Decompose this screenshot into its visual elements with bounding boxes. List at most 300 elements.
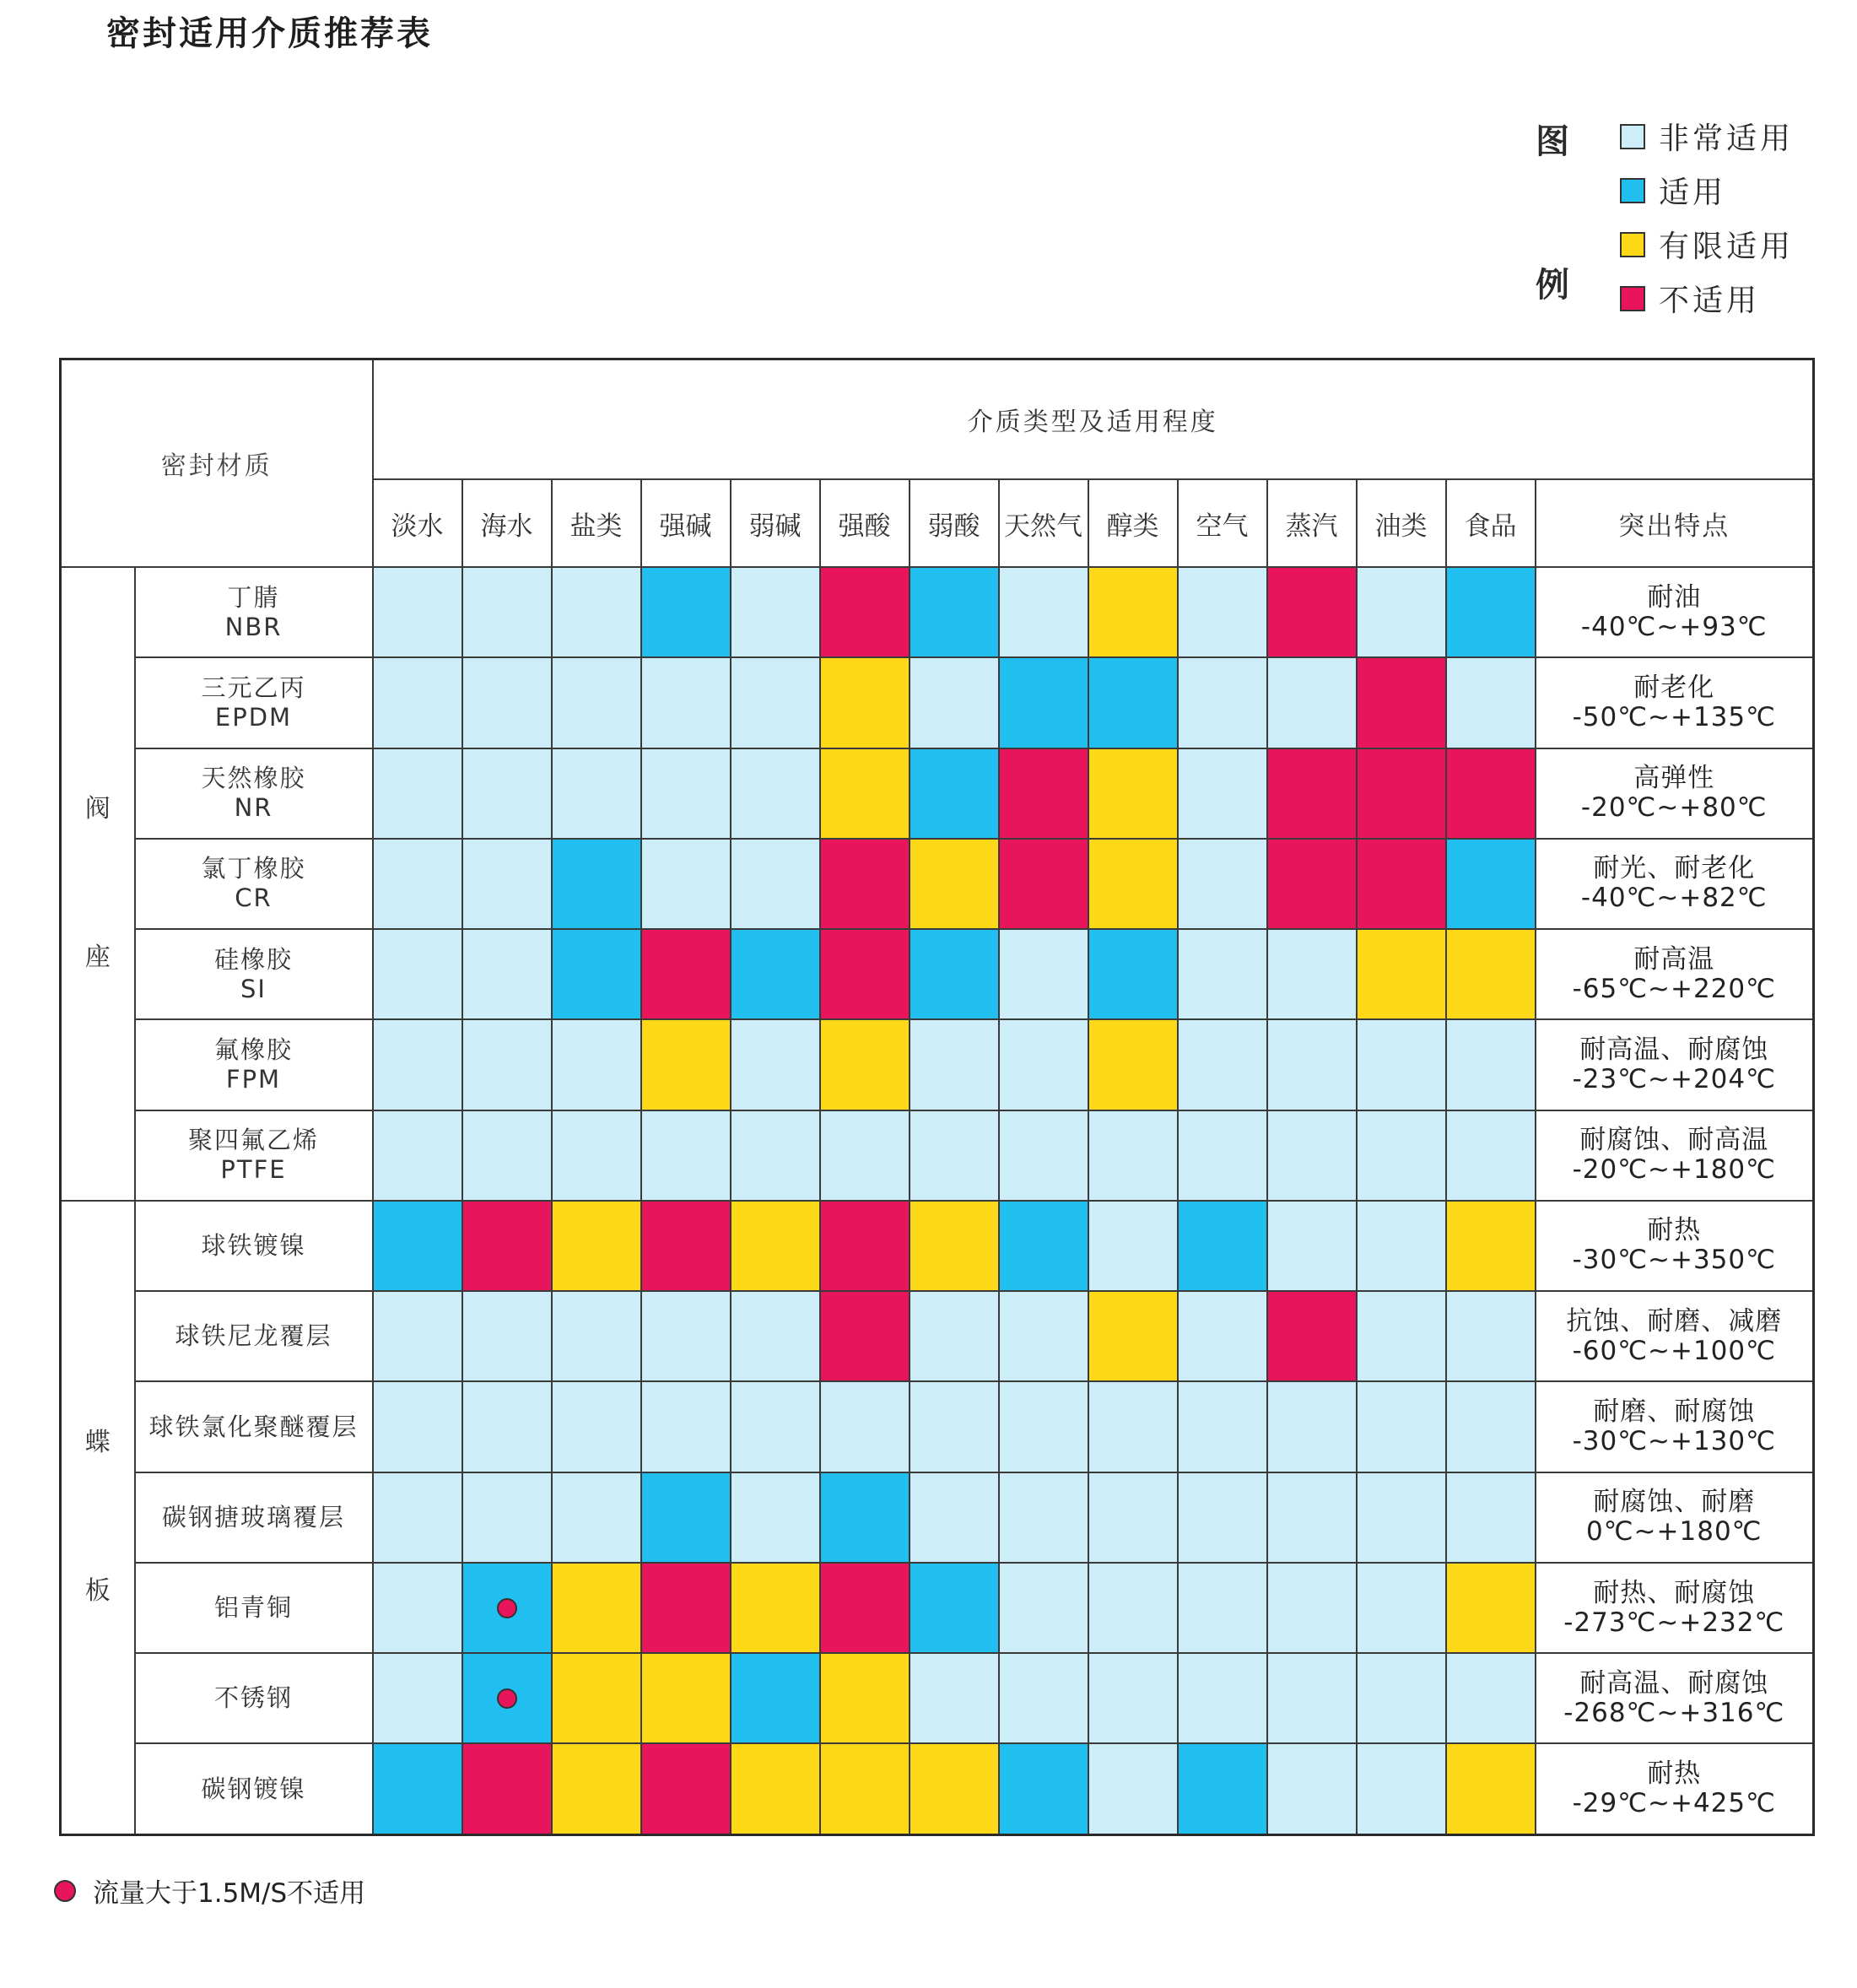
suitability-cell (552, 1110, 641, 1201)
feature-cell (1536, 1019, 1814, 1110)
suitability-cell (462, 657, 552, 748)
feature-text: 耐光、耐老化 (1593, 853, 1756, 884)
material-name: 天然橡胶 (201, 764, 306, 793)
flow-dot-icon (497, 1688, 517, 1709)
suitability-cell (1088, 1381, 1178, 1472)
feature-text: 耐热、耐腐蚀 (1593, 1577, 1756, 1608)
suitability-cell (373, 567, 462, 657)
table-row (61, 839, 1814, 929)
suitability-cell (641, 1472, 731, 1563)
suitability-cell (999, 1653, 1088, 1743)
suitability-cell (552, 748, 641, 839)
media-header: 淡水 (373, 479, 462, 567)
suitability-cell (462, 1653, 552, 1743)
temperature-range: -40℃~+82℃ (1580, 883, 1768, 914)
material-name: 氯丁橡胶 (201, 854, 306, 883)
material-cell (135, 1743, 373, 1834)
suitability-cell (641, 567, 731, 657)
temperature-range: -60℃~+100℃ (1572, 1335, 1776, 1366)
suitability-cell (641, 657, 731, 748)
material-code: SI (240, 974, 267, 1003)
suitability-cell (1178, 657, 1267, 748)
feature-cell (1536, 1472, 1814, 1563)
temperature-range: -30℃~+350℃ (1572, 1245, 1776, 1276)
suitability-cell (373, 1291, 462, 1381)
suitability-cell (731, 657, 820, 748)
suitability-cell (910, 1472, 999, 1563)
suitability-cell (1178, 839, 1267, 929)
table-row (61, 1743, 1814, 1834)
material-cell (135, 657, 373, 748)
suitability-cell (552, 1019, 641, 1110)
suitability-cell (1178, 1653, 1267, 1743)
feature-text: 耐热 (1647, 1758, 1702, 1790)
suitability-cell (1088, 1201, 1178, 1291)
suitability-cell (1446, 1563, 1536, 1653)
suitability-cell (1178, 929, 1267, 1019)
suitability-cell (1446, 567, 1536, 657)
suitability-cell (910, 657, 999, 748)
suitability-cell (641, 839, 731, 929)
suitability-cell (999, 1743, 1088, 1834)
suitability-cell (820, 1110, 910, 1201)
suitability-cell (1267, 929, 1357, 1019)
media-header: 天然气 (999, 479, 1088, 567)
suitability-cell (552, 1563, 641, 1653)
suitability-cell (462, 1472, 552, 1563)
suitability-cell (910, 1201, 999, 1291)
suitability-cell (999, 657, 1088, 748)
suitability-cell (731, 839, 820, 929)
suitability-cell (552, 839, 641, 929)
temperature-range: -50℃~+135℃ (1572, 701, 1776, 732)
suitability-cell (1267, 1563, 1357, 1653)
suitability-cell (373, 929, 462, 1019)
feature-text: 耐磨、耐腐蚀 (1593, 1396, 1756, 1428)
material-name: 铝青铜 (213, 1593, 293, 1623)
table-row (61, 1381, 1814, 1472)
table-row (61, 929, 1814, 1019)
suitability-cell (999, 1201, 1088, 1291)
suitability-cell (731, 929, 820, 1019)
feature-cell (1536, 1201, 1814, 1291)
suitability-cell (462, 1201, 552, 1291)
suitability-cell (641, 929, 731, 1019)
suitability-cell (373, 748, 462, 839)
suitability-cell (1446, 657, 1536, 748)
suitability-cell (1267, 1381, 1357, 1472)
suitability-cell (462, 748, 552, 839)
suitability-cell (1178, 1201, 1267, 1291)
material-name: 碳钢镀镍 (201, 1774, 306, 1803)
suitability-cell (1357, 1653, 1446, 1743)
feature-cell (1536, 1563, 1814, 1653)
suitability-cell (910, 1563, 999, 1653)
material-code: EPDM (214, 702, 293, 732)
suitability-cell (1267, 1110, 1357, 1201)
material-name: 丁腈 (227, 582, 280, 612)
feature-header: 突出特点 (1536, 479, 1814, 567)
material-name: 硅橡胶 (213, 944, 293, 974)
feature-cell (1536, 748, 1814, 839)
feature-text: 耐老化 (1633, 672, 1715, 703)
material-code: FPM (225, 1064, 282, 1094)
suitability-cell (1267, 1472, 1357, 1563)
temperature-range: -273℃~+232℃ (1563, 1607, 1785, 1638)
suitability-cell (462, 1563, 552, 1653)
suitability-cell (910, 1019, 999, 1110)
suitability-cell (1357, 1291, 1446, 1381)
suitability-cell (462, 1743, 552, 1834)
suitability-cell (999, 1019, 1088, 1110)
suitability-cell (552, 1291, 641, 1381)
material-cell (135, 1381, 373, 1472)
footnote-text: 流量大于1.5M/S不适用 (93, 1878, 366, 1909)
suitability-cell (1446, 1472, 1536, 1563)
feature-cell (1536, 1110, 1814, 1201)
suitability-cell (999, 567, 1088, 657)
feature-cell (1536, 1291, 1814, 1381)
suitability-cell (1178, 1381, 1267, 1472)
suitability-cell (462, 1019, 552, 1110)
suitability-cell (731, 1201, 820, 1291)
suitability-cell (373, 1563, 462, 1653)
suitability-cell (1088, 839, 1178, 929)
media-group-header: 介质类型及适用程度 (373, 359, 1814, 480)
suitability-cell (731, 1110, 820, 1201)
legend-label: 有限适用 (1659, 230, 1795, 264)
suitability-cell (462, 839, 552, 929)
legend (1536, 115, 1814, 326)
suitability-cell (999, 1110, 1088, 1201)
suitability-cell (373, 1110, 462, 1201)
suitability-cell (820, 1019, 910, 1110)
suitability-cell (999, 929, 1088, 1019)
suitability-cell (1267, 1743, 1357, 1834)
suitability-cell (1446, 1201, 1536, 1291)
material-code: PTFE (220, 1155, 287, 1185)
feature-cell (1536, 929, 1814, 1019)
suitability-cell (552, 1653, 641, 1743)
suitability-cell (910, 567, 999, 657)
suitability-cell (731, 1563, 820, 1653)
suitability-table (59, 358, 1815, 1836)
feature-cell (1536, 657, 1814, 748)
suitability-cell (641, 1653, 731, 1743)
suitability-cell (820, 657, 910, 748)
legend-word-bottom: 例 (1536, 266, 1569, 305)
feature-cell (1536, 567, 1814, 657)
suitability-cell (820, 1743, 910, 1834)
feature-cell (1536, 1743, 1814, 1834)
suitability-cell (1357, 1743, 1446, 1834)
media-header: 弱酸 (910, 479, 999, 567)
suitability-cell (1267, 567, 1357, 657)
material-name: 不锈钢 (213, 1683, 293, 1713)
suitability-cell (641, 748, 731, 839)
suitability-cell (1357, 1019, 1446, 1110)
suitability-cell (1088, 1291, 1178, 1381)
suitability-cell (641, 1381, 731, 1472)
suitability-cell (552, 1381, 641, 1472)
footnote (54, 1872, 365, 1910)
flow-dot-icon (497, 1598, 517, 1618)
table-row (61, 1472, 1814, 1563)
suitability-cell (1357, 1563, 1446, 1653)
suitability-cell (1446, 1110, 1536, 1201)
suitability-cell (820, 1381, 910, 1472)
suitability-cell (1446, 1291, 1536, 1381)
media-header: 油类 (1357, 479, 1446, 567)
suitability-cell (373, 1381, 462, 1472)
material-name: 聚四氟乙烯 (187, 1126, 319, 1155)
material-code: CR (235, 883, 273, 913)
suitability-cell (1178, 748, 1267, 839)
material-cell (135, 1291, 373, 1381)
suitability-cell (1267, 1019, 1357, 1110)
suitability-cell (999, 1563, 1088, 1653)
suitability-cell (731, 1291, 820, 1381)
table-row (61, 1201, 1814, 1291)
suitability-cell (1357, 1110, 1446, 1201)
suitability-cell (1178, 1019, 1267, 1110)
feature-text: 耐油 (1647, 581, 1702, 613)
legend-label: 不适用 (1659, 284, 1761, 318)
suitability-cell (1088, 1743, 1178, 1834)
suitability-cell (462, 567, 552, 657)
suitability-cell (1267, 657, 1357, 748)
temperature-range: -65℃~+220℃ (1572, 973, 1776, 1004)
material-cell (135, 1653, 373, 1743)
suitability-cell (373, 1472, 462, 1563)
media-header: 强酸 (820, 479, 910, 567)
suitability-cell (373, 1743, 462, 1834)
feature-text: 耐热 (1647, 1215, 1702, 1246)
suitability-cell (731, 1472, 820, 1563)
material-cell (135, 1563, 373, 1653)
legend-word-top: 图 (1536, 122, 1569, 161)
suitability-cell (1446, 1743, 1536, 1834)
suitability-cell (1446, 929, 1536, 1019)
suitability-cell (820, 929, 910, 1019)
suitability-cell (1267, 1653, 1357, 1743)
suitability-cell (1357, 1472, 1446, 1563)
material-cell (135, 1201, 373, 1291)
suitability-cell (910, 1653, 999, 1743)
suitability-cell (1088, 657, 1178, 748)
suitability-cell (1088, 1019, 1178, 1110)
suitability-cell (820, 748, 910, 839)
temperature-range: -268℃~+316℃ (1563, 1697, 1785, 1728)
suitability-cell (820, 839, 910, 929)
suitability-cell (999, 1472, 1088, 1563)
suitability-cell (820, 1201, 910, 1291)
suitability-cell (731, 1743, 820, 1834)
suitability-cell (1088, 748, 1178, 839)
suitability-cell (910, 748, 999, 839)
table-row (61, 1110, 1814, 1201)
temperature-range: -40℃~+93℃ (1580, 611, 1768, 642)
media-header: 蒸汽 (1267, 479, 1357, 567)
feature-text: 耐腐蚀、耐高温 (1579, 1125, 1769, 1156)
suitability-cell (1446, 1653, 1536, 1743)
suitability-cell (910, 839, 999, 929)
material-name: 球铁镀镍 (201, 1230, 306, 1260)
suitability-cell (462, 1110, 552, 1201)
feature-text: 耐腐蚀、耐磨 (1593, 1487, 1756, 1518)
media-header: 盐类 (552, 479, 641, 567)
suitability-cell (731, 748, 820, 839)
legend-item-very-suitable (1620, 115, 1794, 158)
group-label-char: 座 (84, 943, 111, 973)
media-header: 弱碱 (731, 479, 820, 567)
legend-label: 非常适用 (1659, 122, 1795, 156)
suitability-cell (1267, 839, 1357, 929)
suitability-cell (1178, 1563, 1267, 1653)
suitability-cell (820, 567, 910, 657)
suitability-cell (641, 1110, 731, 1201)
suitability-cell (1357, 657, 1446, 748)
suitability-cell (999, 1291, 1088, 1381)
material-cell (135, 748, 373, 839)
material-cell (135, 1472, 373, 1563)
legend-swatch (1620, 178, 1645, 203)
suitability-cell (999, 748, 1088, 839)
legend-swatch (1620, 124, 1645, 149)
suitability-cell (1357, 1381, 1446, 1472)
suitability-cell (1088, 1563, 1178, 1653)
suitability-cell (1357, 567, 1446, 657)
table-row (61, 1653, 1814, 1743)
suitability-cell (910, 1110, 999, 1201)
suitability-cell (1446, 839, 1536, 929)
legend-item-suitable (1620, 169, 1726, 212)
material-name: 球铁尼龙覆层 (175, 1321, 332, 1351)
media-header: 海水 (462, 479, 552, 567)
table-body (61, 567, 1814, 1835)
material-cell (135, 1019, 373, 1110)
suitability-cell (1178, 1472, 1267, 1563)
feature-text: 耐高温 (1633, 943, 1715, 975)
group-label-char: 板 (84, 1576, 111, 1607)
suitability-cell (999, 1381, 1088, 1472)
suitability-cell (552, 1201, 641, 1291)
suitability-cell (373, 1653, 462, 1743)
table-row (61, 1291, 1814, 1381)
suitability-cell (1178, 567, 1267, 657)
media-header: 醇类 (1088, 479, 1178, 567)
media-header: 食品 (1446, 479, 1536, 567)
suitability-cell (1178, 1291, 1267, 1381)
suitability-cell (999, 839, 1088, 929)
suitability-cell (373, 839, 462, 929)
table-row (61, 567, 1814, 657)
temperature-range: -30℃~+130℃ (1572, 1426, 1776, 1457)
suitability-cell (1357, 839, 1446, 929)
material-code: NBR (224, 612, 283, 641)
suitability-cell (1088, 929, 1178, 1019)
suitability-cell (910, 1381, 999, 1472)
suitability-cell (552, 657, 641, 748)
material-cell (135, 839, 373, 929)
suitability-cell (910, 1291, 999, 1381)
suitability-cell (641, 1019, 731, 1110)
suitability-cell (641, 1743, 731, 1834)
suitability-cell (731, 1019, 820, 1110)
suitability-cell (820, 1653, 910, 1743)
suitability-cell (462, 929, 552, 1019)
suitability-cell (1267, 748, 1357, 839)
suitability-cell (1088, 1653, 1178, 1743)
table-row (61, 1019, 1814, 1110)
suitability-cell (910, 929, 999, 1019)
temperature-range: -23℃~+204℃ (1572, 1063, 1776, 1094)
media-header: 空气 (1178, 479, 1267, 567)
suitability-cell (1267, 1291, 1357, 1381)
feature-text: 耐高温、耐腐蚀 (1579, 1034, 1769, 1065)
suitability-cell (910, 1743, 999, 1834)
suitability-cell (373, 1201, 462, 1291)
material-name: 氟橡胶 (213, 1035, 293, 1064)
suitability-cell (1178, 1110, 1267, 1201)
suitability-cell (1088, 1110, 1178, 1201)
suitability-cell (641, 1201, 731, 1291)
material-name: 球铁氯化聚醚覆层 (148, 1412, 359, 1441)
suitability-cell (820, 1563, 910, 1653)
group-label-char: 蝶 (84, 1428, 111, 1458)
suitability-cell (552, 1472, 641, 1563)
suitability-cell (641, 1291, 731, 1381)
suitability-cell (731, 1653, 820, 1743)
media-header: 强碱 (641, 479, 731, 567)
suitability-cell (552, 567, 641, 657)
temperature-range: -20℃~+80℃ (1580, 792, 1768, 824)
material-name: 碳钢搪玻璃覆层 (161, 1502, 345, 1532)
legend-item-limited (1620, 223, 1794, 266)
feature-cell (1536, 1653, 1814, 1743)
suitability-cell (1088, 567, 1178, 657)
corner-header: 密封材质 (61, 359, 373, 568)
suitability-cell (462, 1291, 552, 1381)
temperature-range: 0℃~+180℃ (1586, 1516, 1763, 1548)
suitability-cell (373, 657, 462, 748)
legend-swatch (1620, 286, 1645, 311)
legend-label: 适用 (1659, 176, 1727, 210)
feature-cell (1536, 1381, 1814, 1472)
suitability-cell (1357, 929, 1446, 1019)
suitability-cell (1446, 1019, 1536, 1110)
table-row (61, 1563, 1814, 1653)
material-cell (135, 929, 373, 1019)
suitability-cell (1178, 1743, 1267, 1834)
feature-text: 抗蚀、耐磨、减磨 (1566, 1305, 1783, 1337)
feature-cell (1536, 839, 1814, 929)
suitability-cell (552, 1743, 641, 1834)
material-name: 三元乙丙 (201, 673, 306, 702)
page-title: 密封适用介质推荐表 (106, 14, 433, 53)
feature-text: 耐高温、耐腐蚀 (1579, 1667, 1769, 1699)
flow-dot-icon (54, 1880, 76, 1902)
suitability-cell (373, 1019, 462, 1110)
group-label (61, 567, 135, 1201)
temperature-range: -20℃~+180℃ (1572, 1154, 1776, 1186)
material-cell (135, 1110, 373, 1201)
suitability-cell (1446, 748, 1536, 839)
group-label-char: 阀 (84, 794, 111, 824)
suitability-cell (731, 567, 820, 657)
suitability-cell (462, 1381, 552, 1472)
group-label (61, 1201, 135, 1835)
